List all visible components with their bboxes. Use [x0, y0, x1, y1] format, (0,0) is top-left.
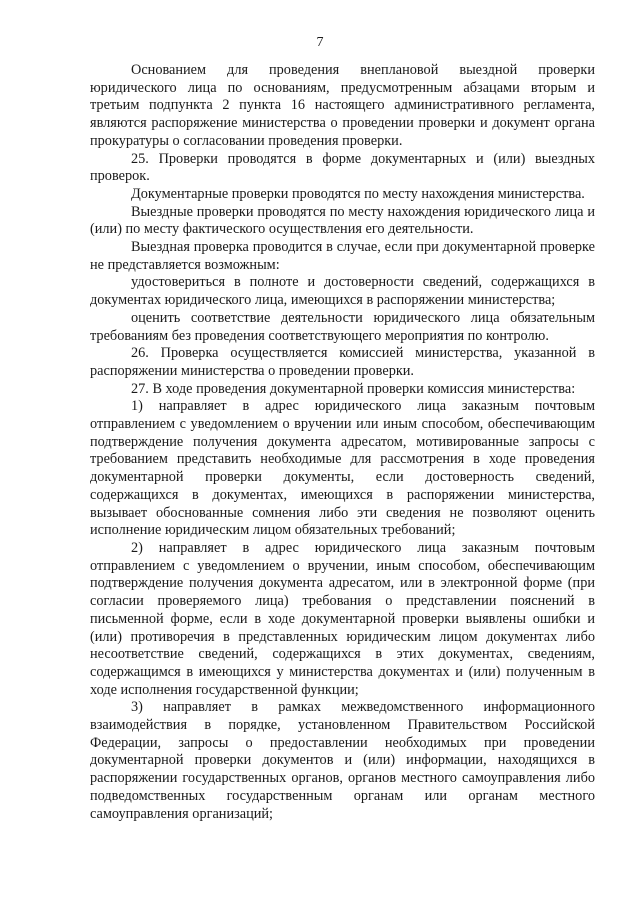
paragraph-documentary-inspection-location: Документарные проверки проводятся по месту нахождения министерства.: [131, 185, 585, 202]
paragraph-unscheduled-inspection-basis: Основанием для проведения внеплановой выездной проверки юридического лица по основаниям, предусмотренным абзацами вторым и третьим подпункта 2 пункта 16 настоящего административного регламента, являются распоряжение министерства о проведении проверки и документ органа прокуратуры о согласовании проведения проверки.: [90, 62, 595, 149]
paragraph-25-inspection-forms: 25. Проверки проводятся в форме документарных и (или) выездных проверок.: [90, 150, 595, 185]
paragraph-verify-completeness: удостовериться в полноте и достоверности сведений, содержащихся в документах юридического лица, имеющихся в распоряжении министерства;: [90, 274, 595, 309]
paragraph-26-commission: 26. Проверка осуществляется комиссией министерства, указанной в распоряжении министерства о проведении проверки.: [90, 345, 595, 379]
paragraph-assess-compliance: оценить соответствие деятельности юридического лица обязательным требованиям без проведения соответствующего мероприятия по контролю.: [90, 309, 595, 344]
paragraph-onsite-inspection-location: Выездные проверки проводятся по месту нахождения юридического лица и (или) по месту фактического осуществления его деятельности.: [90, 203, 595, 238]
paragraph-27-item-2: 2) направляет в адрес юридического лица заказным почтовым отправлением с уведомлением о вручении, иным способом, обеспечивающим подтверждение получения документа адресатом, или в электронной форме (при согласии проверяемого лица) требования о представлении пояснений в письменной форме, если в ходе документарной проверки выявлены ошибки и (или) противоречия в представленных юридическим лицом документах либо несоответствие сведений, содержащихся в этих документах, сведениям, содержащимся в имеющихся у министерства документах и (или) полученным в ходе исполнения государственной функции;: [90, 539, 595, 698]
paragraph-27-item-3: 3) направляет в рамках межведомственного информационного взаимодействия в порядке, установленном Правительством Российской Федерации, запросы о предоставлении необходимых при проведении документарной проверки документов и (или) информации, находящихся в распоряжении государственных органов, органов местного самоуправления либо подведомственных государственным органам или органам местного самоуправления организаций;: [90, 699, 595, 822]
paragraph-onsite-inspection-conditions: Выездная проверка проводится в случае, если при документарной проверке не представляется возможным:: [90, 239, 595, 273]
paragraph-27-commission-actions: 27. В ходе проведения документарной проверки комиссия министерства:: [131, 380, 576, 397]
paragraph-27-item-1: 1) направляет в адрес юридического лица заказным почтовым отправлением с уведомлением о вручении или иным способом, обеспечивающим подтверждение получения документа адресатом, мотивированные запросы с требованием представить необходимые для рассмотрения в ходе проведения документарной проверки документы, если достоверность сведений, содержащихся в документах, имеющихся в распоряжении министерства, вызывает обоснованные сомнения либо эти сведения не позволяют оценить исполнение юридическим лицом обязательных требований;: [90, 398, 595, 539]
page-number: 7: [316, 35, 324, 50]
document-body: [90, 62, 595, 823]
